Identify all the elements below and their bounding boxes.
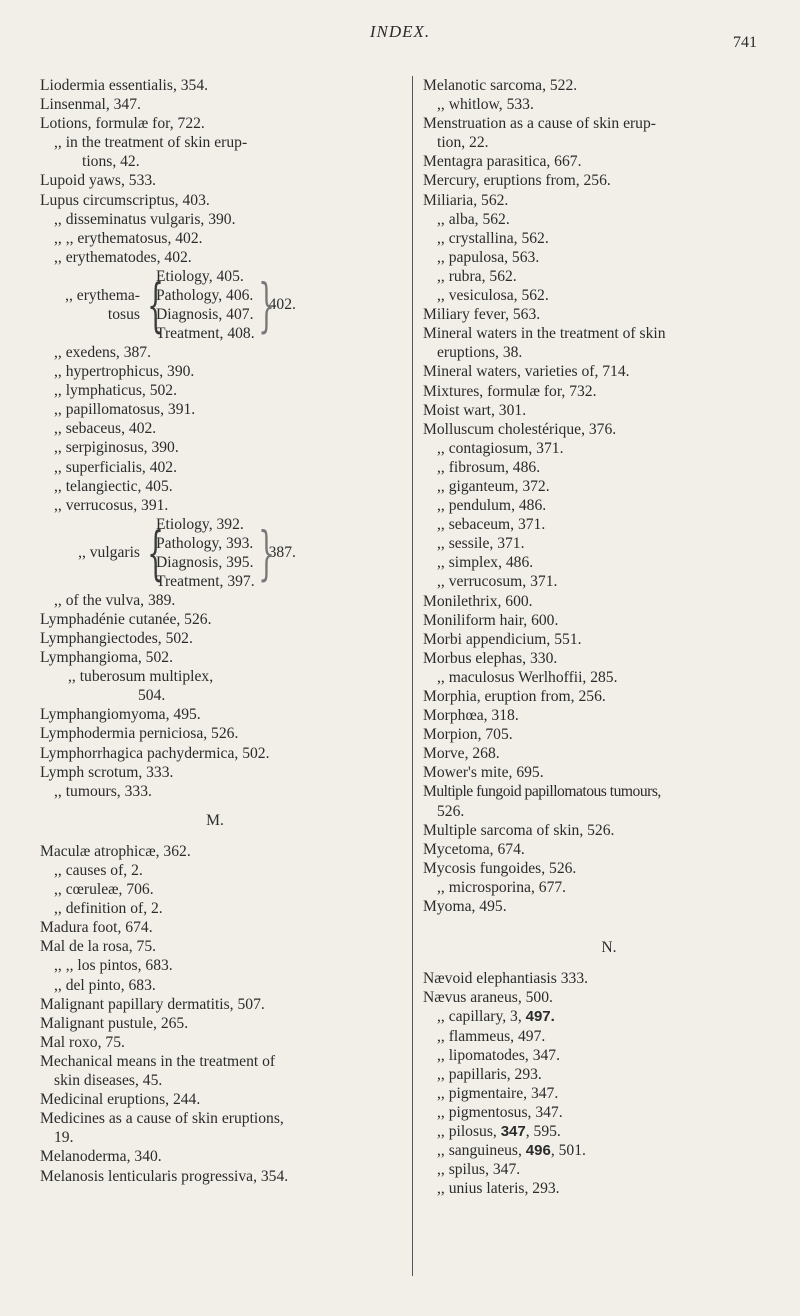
index-entry: Medicines as a cause of skin eruptions, [40,1110,284,1128]
section-letter-n: N. [601,939,617,957]
index-subentry: ,, erythematodes, 402. [54,248,192,266]
index-subentry: ,, verrucosum, 371. [437,573,558,591]
index-entry: Menstruation as a cause of skin erup- [423,115,656,133]
index-entry: Lupus circumscriptus, 403. [40,191,210,209]
index-entry: Mycetoma, 674. [423,840,525,858]
index-entry: Mower's mite, 695. [423,764,544,782]
index-entry: Linsenmal, 347. [40,96,141,114]
index-entry: Lymphangioma, 502. [40,649,173,667]
index-entry: Medicinal eruptions, 244. [40,1091,201,1109]
index-entry: Myoma, 495. [423,898,507,916]
right-brace-icon: } [257,270,275,339]
right-brace-icon: } [257,518,275,587]
page-number: 741 [733,34,757,51]
index-entry-cont: skin diseases, 45. [54,1072,163,1090]
index-subentry: ,, sanguineus, 496, 501. [437,1142,586,1160]
brace-group-label: ,, vulgaris [78,544,140,562]
index-entry: Multiple fungoid papillomatous tumours, [423,783,661,801]
index-subentry: ,, pigmentaire, 347. [437,1084,559,1102]
index-entry: Lymphodermia perniciosa, 526. [40,725,239,743]
index-entry: Melanotic sarcoma, 522. [423,77,578,94]
index-entry: Monilethrix, 600. [423,592,533,610]
index-entry: Morphia, eruption from, 256. [423,688,606,705]
index-subentry: ,, flammeus, 497. [437,1027,546,1045]
index-entry: Mentagra parasitica, 667. [423,153,582,171]
index-subentry: ,, of the vulva, 389. [54,591,176,609]
index-column-left [40,76,390,1186]
index-subentry: ,, capillary, 3, 497. [437,1008,555,1026]
index-subentry-cont: 504. [138,687,166,705]
index-entry: Multiple sarcoma of skin, 526. [423,821,615,839]
index-subentry: ,, superficialis, 402. [54,458,177,476]
index-entry: Maculæ atrophicæ, 362. [40,842,191,860]
index-entry: Morbi appendicium, 551. [423,630,582,648]
index-entry: Melanosis lenticularis progressiva, 354. [40,1167,289,1185]
index-subentry: ,, tumours, 333. [54,782,152,800]
index-subentry: ,, papillaris, 293. [437,1065,542,1083]
index-subentry: ,, in the treatment of skin erup- [54,134,248,152]
index-entry: Liodermia essentialis, 354. [40,77,209,94]
index-entry: Molluscum cholestérique, 376. [423,420,617,438]
index-entry: Malignant pustule, 265. [40,1014,189,1032]
index-entry: Mal roxo, 75. [40,1033,125,1051]
index-entry: Lymphorrhagica pachydermica, 502. [40,744,270,762]
index-subentry: ,, rubra, 562. [437,267,517,285]
index-entry: Lymphadénie cutanée, 526. [40,610,212,628]
index-subentry: ,, sebaceus, 402. [54,420,157,438]
index-subentry: ,, exedens, 387. [54,343,152,361]
index-subentry: ,, causes of, 2. [54,862,143,879]
index-entry: Mal de la rosa, 75. [40,938,157,956]
index-subentry: ,, fibrosum, 486. [437,458,541,476]
brace-group-items: Etiology, 392. Pathology, 393. Diagnosis, 395. Treatment, 397. [156,515,255,590]
brace-group-items: Etiology, 405. Pathology, 406. Diagnosis, 407. Treatment, 408. [156,267,255,342]
left-brace-icon: { [147,270,164,339]
page-header-title: INDEX. [369,22,431,41]
brace-group-ref: 387. [268,544,296,562]
index-entry-cont: 19. [54,1129,74,1147]
index-subentry: ,, ,, los pintos, 683. [54,957,173,975]
index-subentry: ,, papillomatosus, 391. [54,401,196,419]
index-subentry: ,, simplex, 486. [437,554,534,572]
bold-page-ref: 496 [525,1142,551,1160]
left-brace-icon: { [147,518,164,587]
index-subentry: ,, sebaceum, 371. [437,516,546,534]
index-entry-cont: 526. [437,802,465,820]
index-entry: Mechanical means in the treatment of [40,1052,276,1070]
index-entry: Miliary fever, 563. [423,306,541,324]
index-subentry: ,, tuberosum multiplex, [68,668,214,686]
index-subentry: ,, lipomatodes, 347. [437,1046,561,1064]
index-subentry: ,, crystallina, 562. [437,229,549,247]
index-subentry: ,, del pinto, 683. [54,976,156,994]
index-subentry: ,, microsporina, 677. [437,878,567,896]
index-entry: Lymphangiomyoma, 495. [40,706,201,724]
index-entry-cont: eruptions, 38. [437,344,523,362]
index-subentry: ,, hypertrophicus, 390. [54,363,195,381]
index-subentry: ,, unius lateris, 293. [437,1180,560,1198]
index-entry: Morpion, 705. [423,726,513,744]
index-subentry: ,, maculosus Werlhoffii, 285. [437,668,618,686]
index-entry: Mineral waters, varieties of, 714. [423,363,630,381]
index-subentry: ,, sessile, 371. [437,535,525,553]
bold-page-ref: 497. [525,1008,555,1026]
index-subentry: ,, disseminatus vulgaris, 390. [54,210,236,228]
index-entry: Mineral waters in the treatment of skin [423,325,666,343]
index-entry: Lymph scrotum, 333. [40,763,174,781]
index-entry: Madura foot, 674. [40,919,153,937]
index-entry: Moist wart, 301. [423,401,527,419]
index-column-right [412,76,795,1276]
index-subentry: ,, whitlow, 533. [437,96,534,114]
index-entry: Mercury, eruptions from, 256. [423,172,611,190]
index-subentry: ,, cœruleæ, 706. [54,881,154,899]
index-subentry: ,, verrucosus, 391. [54,496,169,514]
index-entry: Malignant papillary dermatitis, 507. [40,995,265,1013]
index-subentry: ,, telangiectic, 405. [54,477,173,495]
index-entry: Lupoid yaws, 533. [40,172,157,190]
index-subentry: ,, pigmentosus, 347. [437,1103,563,1121]
brace-group-ref: 402. [268,296,296,314]
index-subentry: ,, spilus, 347. [437,1161,521,1179]
index-subentry: ,, lymphaticus, 502. [54,382,178,400]
index-subentry: ,, vesiculosa, 562. [437,287,549,305]
index-entry: Morbus elephas, 330. [423,649,558,667]
index-entry: Melanoderma, 340. [40,1148,162,1166]
index-entry: Lymphangiectodes, 502. [40,629,193,647]
index-subentry: ,, pilosus, 347, 595. [437,1122,561,1140]
index-entry-cont: tion, 22. [437,134,489,152]
index-subentry: ,, pendulum, 486. [437,497,547,515]
index-subentry: ,, giganteum, 372. [437,477,550,495]
index-subentry: ,, contagiosum, 371. [437,439,564,457]
index-entry: Mixtures, formulæ for, 732. [423,382,597,400]
index-subentry-cont: tions, 42. [82,153,140,171]
index-entry: Miliaria, 562. [423,191,509,209]
index-subentry: ,, serpiginosus, 390. [54,439,179,457]
index-subentry: ,, papulosa, 563. [437,248,540,266]
index-subentry: ,, definition of, 2. [54,900,163,918]
index-entry: Morve, 268. [423,745,500,763]
index-subentry: ,, alba, 562. [437,210,510,228]
index-entry: Mycosis fungoides, 526. [423,859,577,877]
index-entry: Lotions, formulæ for, 722. [40,115,205,133]
index-entry: Nævus araneus, 500. [423,989,553,1007]
brace-group-label: ,, erythema- tosus [65,286,140,323]
index-entry: Moniliform hair, 600. [423,611,559,629]
index-subentry: ,, ,, erythematosus, 402. [54,229,203,247]
brace-group-erythematosus [40,267,390,343]
index-entry: Morphœa, 318. [423,707,519,725]
section-letter-m: M. [206,811,224,829]
bold-page-ref: 347 [500,1122,526,1140]
index-entry: Nævoid elephantiasis 333. [423,970,589,988]
brace-group-vulgaris [40,515,390,591]
